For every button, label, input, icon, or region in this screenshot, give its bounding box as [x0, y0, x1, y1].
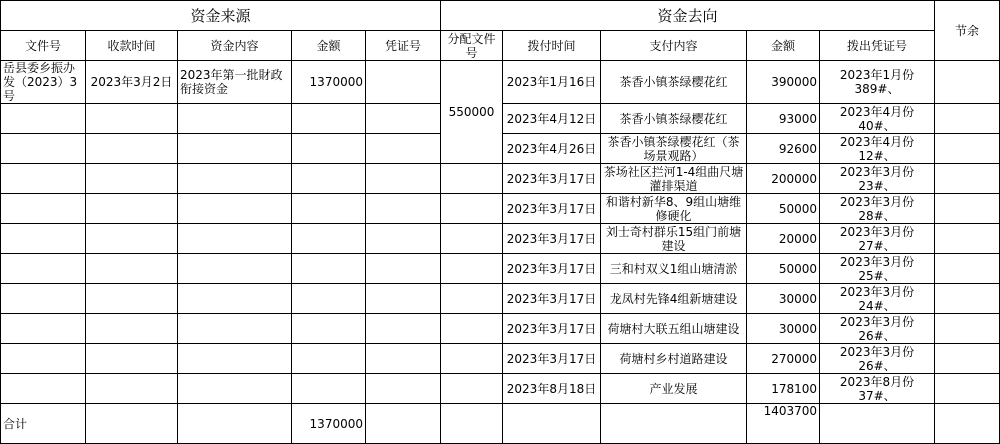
- surplus-cell: [935, 61, 1000, 104]
- empty-cell: [86, 344, 178, 374]
- pay-content: 荷塘村大联五组山塘建设: [601, 314, 747, 344]
- table-row: [1, 224, 1000, 254]
- empty-cell: [86, 284, 178, 314]
- voucher-dest-header: 拨出凭证号: [820, 31, 935, 61]
- empty-cell: [178, 284, 292, 314]
- empty-cell: [366, 404, 441, 444]
- pay-content: 荷塘村乡村道路建设: [601, 344, 747, 374]
- pay-amount: 92600: [747, 134, 820, 164]
- surplus-cell: [935, 254, 1000, 284]
- empty-cell: [503, 404, 601, 444]
- empty-cell: [441, 224, 503, 254]
- empty-cell: [1, 224, 86, 254]
- empty-cell: [178, 104, 292, 134]
- empty-cell: [1, 344, 86, 374]
- table-row: [1, 164, 1000, 194]
- empty-cell: [86, 104, 178, 134]
- receive-time-header: 收款时间: [86, 31, 178, 61]
- amount-src-header: 金额: [292, 31, 366, 61]
- pay-voucher: 2023年3月份24#、: [820, 284, 935, 314]
- empty-cell: [441, 314, 503, 344]
- table-row: [1, 254, 1000, 284]
- pay-content-header: 支付内容: [601, 31, 747, 61]
- pay-time: 2023年3月17日: [503, 284, 601, 314]
- empty-cell: [1, 134, 86, 164]
- pay-voucher: 2023年4月份40#、: [820, 104, 935, 134]
- empty-cell: [820, 404, 935, 444]
- pay-amount: 50000: [747, 254, 820, 284]
- table-row: [1, 284, 1000, 314]
- empty-cell: [292, 284, 366, 314]
- table-row: [1, 194, 1000, 224]
- voucher-src-header: 凭证号: [366, 31, 441, 61]
- surplus-cell: [935, 224, 1000, 254]
- empty-cell: [86, 254, 178, 284]
- pay-time-header: 拨付时间: [503, 31, 601, 61]
- surplus-cell: [935, 314, 1000, 344]
- total-row: [1, 404, 1000, 444]
- pay-amount: 30000: [747, 314, 820, 344]
- empty-cell: [178, 164, 292, 194]
- pay-amount: 20000: [747, 224, 820, 254]
- surplus-cell: [935, 164, 1000, 194]
- dest-group-header: 资金去向: [441, 1, 935, 31]
- pay-time: 2023年4月12日: [503, 104, 601, 134]
- empty-cell: [601, 404, 747, 444]
- table-row: [1, 344, 1000, 374]
- empty-cell: [292, 164, 366, 194]
- pay-amount: 270000: [747, 344, 820, 374]
- empty-cell: [292, 194, 366, 224]
- source-doc-no: 岳县委乡振办发（2023）3号: [1, 61, 86, 104]
- pay-amount: 30000: [747, 284, 820, 314]
- pay-voucher: 2023年8月份37#、: [820, 374, 935, 404]
- pay-amount: 390000: [747, 61, 820, 104]
- empty-cell: [366, 134, 441, 164]
- pay-voucher: 2023年4月份12#、: [820, 134, 935, 164]
- empty-cell: [441, 164, 503, 194]
- empty-cell: [178, 134, 292, 164]
- source-voucher: [366, 61, 441, 104]
- surplus-cell: [935, 374, 1000, 404]
- empty-cell: [366, 344, 441, 374]
- pay-voucher: 2023年1月份389#、: [820, 61, 935, 104]
- empty-cell: [935, 404, 1000, 444]
- empty-cell: [178, 314, 292, 344]
- pay-time: 2023年3月17日: [503, 344, 601, 374]
- empty-cell: [1, 314, 86, 344]
- empty-cell: [292, 314, 366, 344]
- pay-voucher: 2023年3月份26#、: [820, 344, 935, 374]
- pay-voucher: 2023年3月份27#、: [820, 224, 935, 254]
- empty-cell: [366, 104, 441, 134]
- empty-cell: [86, 224, 178, 254]
- pay-time: 2023年4月26日: [503, 134, 601, 164]
- surplus-cell: [935, 134, 1000, 164]
- pay-time: 2023年3月17日: [503, 164, 601, 194]
- pay-content: 茶香小镇茶绿樱花红: [601, 61, 747, 104]
- empty-cell: [441, 374, 503, 404]
- total-label: 合计: [1, 404, 86, 444]
- empty-cell: [366, 224, 441, 254]
- source-amount: 1370000: [292, 61, 366, 104]
- empty-cell: [292, 344, 366, 374]
- pay-content: 龙凤村先锋4组新塘建设: [601, 284, 747, 314]
- empty-cell: [86, 134, 178, 164]
- source-receive-time: 2023年3月2日: [86, 61, 178, 104]
- pay-time: 2023年8月18日: [503, 374, 601, 404]
- surplus-header: 节余: [935, 1, 1000, 61]
- empty-cell: [441, 254, 503, 284]
- fund-content-header: 资金内容: [178, 31, 292, 61]
- empty-cell: [1, 164, 86, 194]
- surplus-cell: [935, 104, 1000, 134]
- empty-cell: [1, 374, 86, 404]
- empty-cell: [178, 224, 292, 254]
- empty-cell: [441, 194, 503, 224]
- pay-time: 2023年1月16日: [503, 61, 601, 104]
- pay-time: 2023年3月17日: [503, 194, 601, 224]
- empty-cell: [86, 194, 178, 224]
- empty-cell: [86, 374, 178, 404]
- empty-cell: [292, 134, 366, 164]
- empty-cell: [178, 374, 292, 404]
- empty-cell: [292, 254, 366, 284]
- empty-cell: [366, 164, 441, 194]
- empty-cell: [178, 194, 292, 224]
- empty-cell: [86, 404, 178, 444]
- table-row: [1, 374, 1000, 404]
- empty-cell: [292, 224, 366, 254]
- pay-content: 茶香小镇茶绿樱花红（茶场景观路）: [601, 134, 747, 164]
- surplus-cell: [935, 344, 1000, 374]
- empty-cell: [366, 194, 441, 224]
- pay-voucher: 2023年3月份23#、: [820, 164, 935, 194]
- empty-cell: [441, 404, 503, 444]
- source-content: 2023年第一批財政衔接资金: [178, 61, 292, 104]
- empty-cell: [1, 284, 86, 314]
- table-row: [1, 61, 1000, 104]
- pay-voucher: 2023年3月份26#、: [820, 314, 935, 344]
- pay-voucher: 2023年3月份28#、: [820, 194, 935, 224]
- empty-cell: [441, 344, 503, 374]
- alloc-amount: 550000: [441, 61, 503, 164]
- source-group-header: 资金来源: [1, 1, 441, 31]
- empty-cell: [366, 374, 441, 404]
- empty-cell: [178, 404, 292, 444]
- pay-voucher: 2023年3月份25#、: [820, 254, 935, 284]
- total-amount-dest: 1403700: [747, 404, 820, 444]
- pay-time: 2023年3月17日: [503, 224, 601, 254]
- pay-time: 2023年3月17日: [503, 314, 601, 344]
- pay-content: 三和村双义1组山塘清淤: [601, 254, 747, 284]
- alloc-doc-header: 分配文件号: [441, 31, 503, 61]
- empty-cell: [292, 104, 366, 134]
- pay-amount: 178100: [747, 374, 820, 404]
- empty-cell: [86, 314, 178, 344]
- surplus-cell: [935, 194, 1000, 224]
- empty-cell: [292, 374, 366, 404]
- pay-amount: 93000: [747, 104, 820, 134]
- empty-cell: [1, 194, 86, 224]
- empty-cell: [178, 254, 292, 284]
- empty-cell: [366, 284, 441, 314]
- empty-cell: [86, 164, 178, 194]
- empty-cell: [441, 284, 503, 314]
- pay-content: 茶香小镇茶绿樱花红: [601, 104, 747, 134]
- total-amount-src: 1370000: [292, 404, 366, 444]
- amount-dest-header: 金额: [747, 31, 820, 61]
- empty-cell: [1, 254, 86, 284]
- empty-cell: [366, 254, 441, 284]
- empty-cell: [366, 314, 441, 344]
- pay-content: 刘士奇村群乐15组门前塘建设: [601, 224, 747, 254]
- pay-content: 和谐村新华8、9组山塘维修硬化: [601, 194, 747, 224]
- pay-amount: 50000: [747, 194, 820, 224]
- surplus-cell: [935, 284, 1000, 314]
- table-row: [1, 314, 1000, 344]
- empty-cell: [178, 344, 292, 374]
- pay-amount: 200000: [747, 164, 820, 194]
- pay-content: 产业发展: [601, 374, 747, 404]
- pay-content: 茶场社区拦河1-4组曲尺塘灌排渠道: [601, 164, 747, 194]
- pay-time: 2023年3月17日: [503, 254, 601, 284]
- doc-no-header: 文件号: [1, 31, 86, 61]
- empty-cell: [1, 104, 86, 134]
